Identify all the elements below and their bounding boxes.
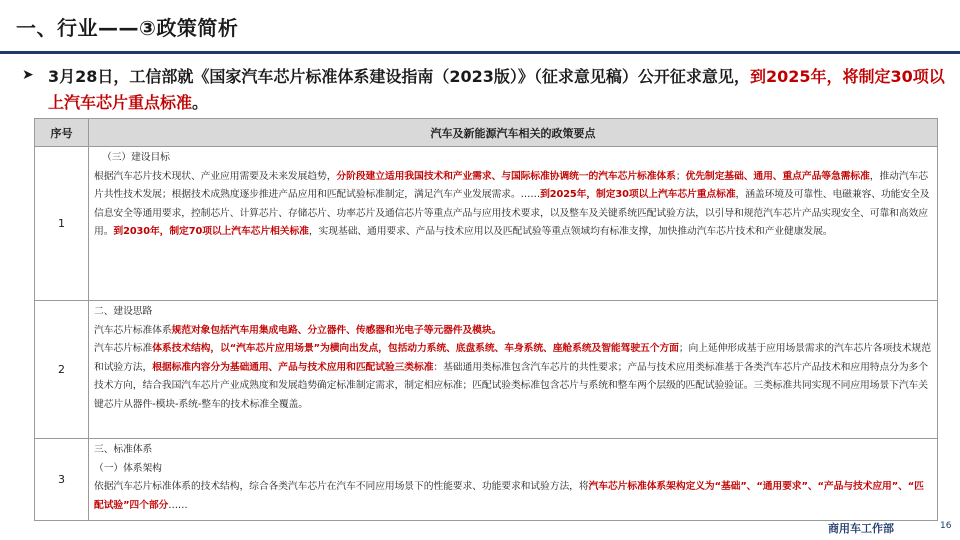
summary-text-highlight: 到2025年，将制定30项以上汽车芯片重点标准 <box>48 67 945 112</box>
column-header-content: 汽车及新能源汽车相关的政策要点 <box>89 119 938 147</box>
row-content <box>89 439 938 521</box>
highlight-text: 规范对象包括汽车用集成电路、分立器件、传感器和光电子等元器件及模块。 <box>171 324 502 336</box>
section-heading: 三、标准体系 <box>94 444 153 455</box>
highlight-text: 汽车芯片标准体系架构定义为“基础”、“通用要求”、“产品与技术应用”、“匹配试验”四个部分 <box>94 481 924 511</box>
highlight-text: 到2025年，制定30项以上汽车芯片重点标准 <box>540 189 736 201</box>
section-body <box>94 478 933 515</box>
summary-text-end: 。 <box>192 93 209 112</box>
table-header-row <box>35 119 938 147</box>
row-content <box>89 301 938 439</box>
highlight-text: 分阶段建立适用我国技术和产业需求、与国际标准协调统一的汽车芯片标准体系 <box>336 170 676 182</box>
section-subheading: （一）体系架构 <box>94 462 162 474</box>
body-text: 汽车芯片标准体系 <box>94 324 172 336</box>
table-row <box>35 147 938 301</box>
table-row <box>35 439 938 521</box>
highlight-text: 到2030年，制定70项以上汽车芯片相关标准 <box>113 226 309 238</box>
section-body <box>94 340 933 414</box>
body-text: ； <box>675 170 686 182</box>
table-row <box>35 301 938 439</box>
highlight-text: 优先制定基础、通用、重点产品等急需标准 <box>685 170 870 182</box>
row-number: 2 <box>35 301 89 439</box>
footer-department: 商用车工作部 <box>828 522 894 535</box>
section-heading: 二、建设思路 <box>94 306 153 317</box>
row-number: 3 <box>35 439 89 521</box>
row-content <box>89 147 938 301</box>
section-heading: （三）建设目标 <box>102 152 170 163</box>
arrow-bullet-icon: ➤ <box>22 67 34 83</box>
page-number: 16 <box>940 521 952 531</box>
body-text: ；向上延伸形成基于应用场景需求的汽车芯片各项技术规范和试验方法， <box>94 343 931 373</box>
highlight-text: 体系技术结构，以“汽车芯片应用场景”为横向出发点，包括动力系统、底盘系统、车身系统、座舱系统及智能驾驶五个方面 <box>152 343 679 355</box>
column-header-no: 序号 <box>35 119 89 147</box>
summary-text <box>48 64 948 116</box>
body-text: ：基础通用类标准包含汽车芯片的共性要求；产品与技术应用类标准基于各类汽车芯片产品技术和应用特点分为多个技术方向，结合我国汽车芯片产业成熟度和发展趋势确定标准制定需求，制定相应标准；匹配试验类标准包含芯片与系统和整车两个层级的匹配试验验证。三类标准共同实现不同应用场景下汽车关键芯片从器件-模块-系统-整车的技术标准全覆盖。 <box>94 361 928 410</box>
section-body <box>94 322 933 341</box>
summary-text-normal: 3月28日，工信部就《国家汽车芯片标准体系建设指南（2023版）》（征求意见稿）公开征求意见， <box>48 67 750 86</box>
title-bar <box>0 0 960 54</box>
body-text: ，推动汽车芯片共性技术发展；根据技术成熟度逐步推进产品应用和匹配试验标准制定，满足汽车产业发展需求。…… <box>94 170 928 201</box>
policy-table <box>34 118 938 521</box>
body-text: ，涵盖环境及可靠性、电磁兼容、功能安全及信息安全等通用要求，控制芯片、计算芯片、存储芯片、功率芯片及通信芯片等重点产品与应用技术要求，以及整车及关键系统匹配试验方法，以引导和规范汽车芯片产品实现安全、可靠和高效应用。 <box>94 189 930 238</box>
page-title: 一、行业——③政策简析 <box>16 16 239 40</box>
body-text: ，实现基础、通用要求、产品与技术应用以及匹配试验等重点领域均有标准支撑，加快推动汽车芯片技术和产业健康发展。 <box>308 226 833 238</box>
row-number: 1 <box>35 147 89 301</box>
body-text: 根据汽车芯片技术现状、产业应用需要及未来发展趋势， <box>94 170 337 182</box>
title-divider <box>0 51 960 54</box>
highlight-text: 根据标准内容分为基础通用、产品与技术应用和匹配试验三类标准 <box>152 361 434 373</box>
section-body <box>94 168 933 242</box>
body-text: 依据汽车芯片标准体系的技术结构，综合各类汽车芯片在汽车不同应用场景下的性能要求、功能要求和试验方法，将 <box>94 481 589 493</box>
body-text: …… <box>168 499 188 511</box>
body-text: 汽车芯片标准 <box>94 343 153 355</box>
